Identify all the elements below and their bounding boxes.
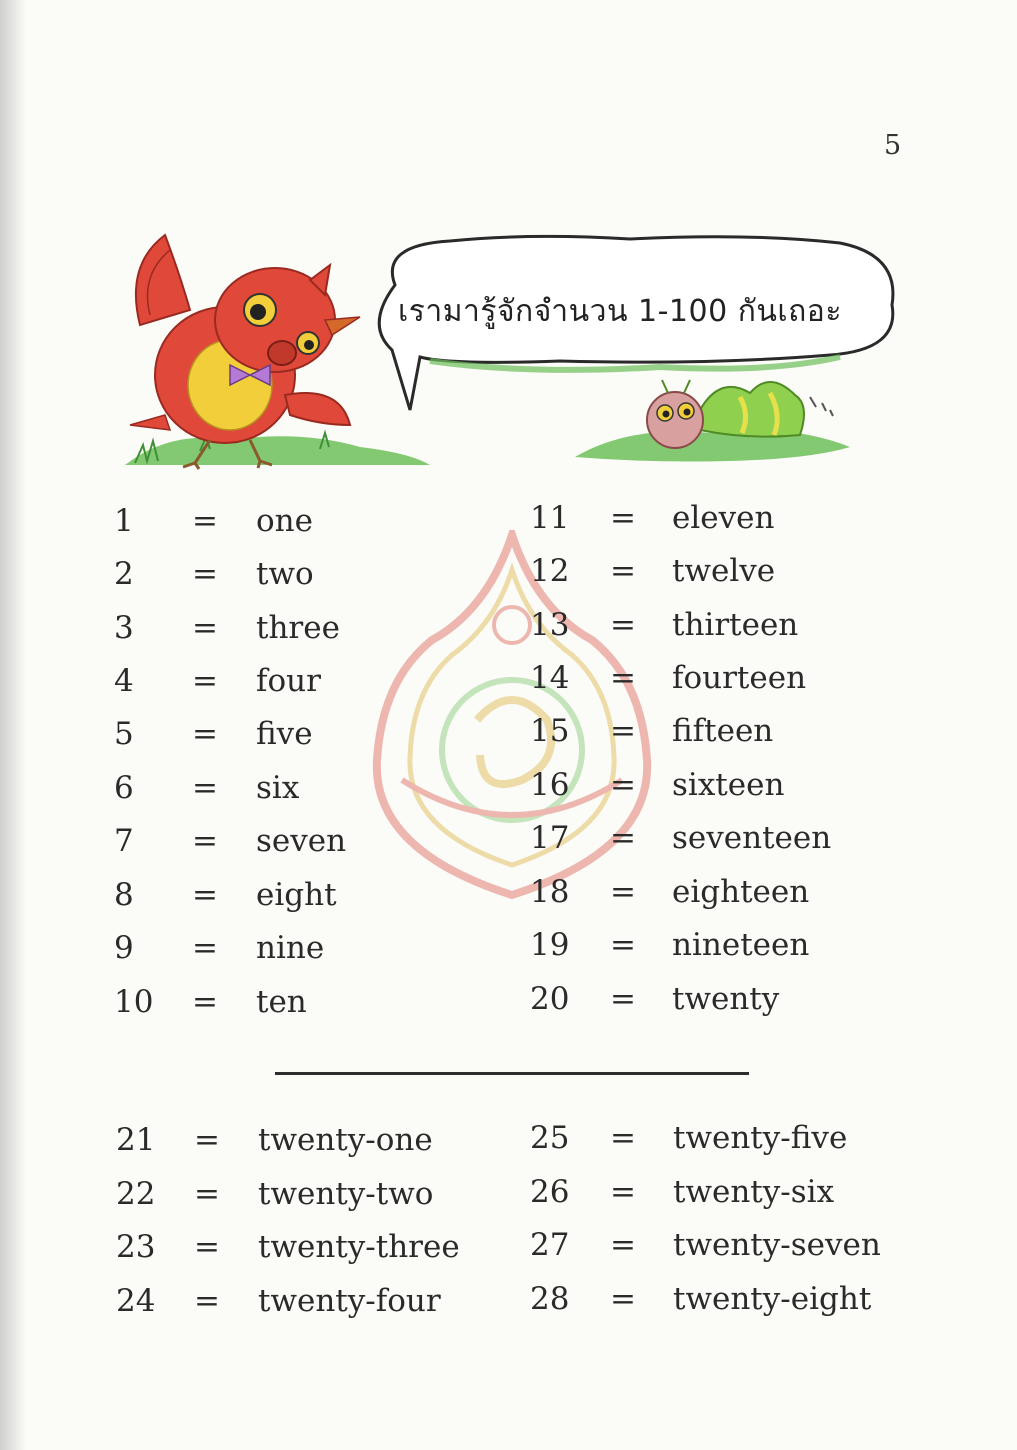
equals-sign: = xyxy=(194,1283,220,1319)
header-illustration xyxy=(110,225,910,485)
number-digit: 23 xyxy=(116,1229,156,1265)
number-word: twenty-six xyxy=(673,1174,835,1210)
number-digit: 26 xyxy=(530,1174,570,1210)
number-word: eighteen xyxy=(672,874,810,910)
equals-sign: = xyxy=(610,767,636,803)
equals-sign: = xyxy=(610,553,636,589)
equals-sign: = xyxy=(610,713,636,749)
number-digit: 25 xyxy=(530,1120,570,1156)
number-digit: 10 xyxy=(114,984,154,1020)
equals-sign: = xyxy=(194,1229,220,1265)
equals-sign: = xyxy=(192,877,218,913)
number-digit: 9 xyxy=(114,930,134,966)
number-word: twenty xyxy=(672,981,780,1017)
equals-sign: = xyxy=(610,1120,636,1156)
number-digit: 2 xyxy=(114,556,134,592)
number-digit: 6 xyxy=(114,770,134,806)
number-digit: 7 xyxy=(114,823,134,859)
equals-sign: = xyxy=(610,1174,636,1210)
equals-sign: = xyxy=(610,607,636,643)
number-word: twenty-one xyxy=(258,1122,433,1158)
number-digit: 28 xyxy=(530,1281,570,1317)
equals-sign: = xyxy=(610,660,636,696)
speech-bubble-text: เรามารู้จักจำนวน 1-100 กันเถอะ xyxy=(398,294,842,329)
equals-sign: = xyxy=(610,500,636,536)
equals-sign: = xyxy=(610,927,636,963)
number-digit: 24 xyxy=(116,1283,156,1319)
number-word: twenty-four xyxy=(258,1283,441,1319)
equals-sign: = xyxy=(610,820,636,856)
equals-sign: = xyxy=(610,981,636,1017)
number-digit: 16 xyxy=(530,767,570,803)
number-word: eleven xyxy=(672,500,775,536)
equals-sign: = xyxy=(194,1122,220,1158)
equals-sign: = xyxy=(194,1176,220,1212)
equals-sign: = xyxy=(192,716,218,752)
number-word: sixteen xyxy=(672,767,785,803)
number-digit: 21 xyxy=(116,1122,156,1158)
number-word: ten xyxy=(256,984,307,1020)
number-word: fifteen xyxy=(672,713,774,749)
number-word: six xyxy=(256,770,300,806)
number-digit: 11 xyxy=(530,500,570,536)
equals-sign: = xyxy=(610,874,636,910)
number-word: four xyxy=(256,663,321,699)
number-word: seventeen xyxy=(672,820,832,856)
equals-sign: = xyxy=(192,984,218,1020)
page-shadow-edge xyxy=(0,0,26,1450)
page-number: 5 xyxy=(884,130,902,161)
number-digit: 27 xyxy=(530,1227,570,1263)
equals-sign: = xyxy=(192,610,218,646)
number-word: two xyxy=(256,556,314,592)
number-word: seven xyxy=(256,823,347,859)
number-digit: 12 xyxy=(530,553,570,589)
number-word: twenty-seven xyxy=(673,1227,881,1263)
number-digit: 8 xyxy=(114,877,134,913)
number-digit: 22 xyxy=(116,1176,156,1212)
equals-sign: = xyxy=(192,823,218,859)
equals-sign: = xyxy=(192,663,218,699)
number-digit: 3 xyxy=(114,610,134,646)
number-word: nine xyxy=(256,930,325,966)
equals-sign: = xyxy=(192,930,218,966)
number-digit: 19 xyxy=(530,927,570,963)
equals-sign: = xyxy=(610,1227,636,1263)
number-word: three xyxy=(256,610,340,646)
number-digit: 13 xyxy=(530,607,570,643)
section-divider-line xyxy=(275,1072,749,1075)
number-word: nineteen xyxy=(672,927,810,963)
equals-sign: = xyxy=(192,770,218,806)
equals-sign: = xyxy=(192,503,218,539)
number-word: twelve xyxy=(672,553,776,589)
number-digit: 14 xyxy=(530,660,570,696)
equals-sign: = xyxy=(192,556,218,592)
number-digit: 5 xyxy=(114,716,134,752)
number-word: fourteen xyxy=(672,660,807,696)
number-word: twenty-two xyxy=(258,1176,434,1212)
number-word: twenty-eight xyxy=(673,1281,872,1317)
number-word: twenty-five xyxy=(673,1120,848,1156)
number-digit: 15 xyxy=(530,713,570,749)
number-digit: 17 xyxy=(530,820,570,856)
grass-left-icon xyxy=(125,433,430,465)
number-word: twenty-three xyxy=(258,1229,460,1265)
number-digit: 1 xyxy=(114,503,134,539)
number-digit: 18 xyxy=(530,874,570,910)
number-word: eight xyxy=(256,877,337,913)
grass-right-icon xyxy=(575,430,850,461)
number-digit: 20 xyxy=(530,981,570,1017)
number-digit: 4 xyxy=(114,663,134,699)
number-word: thirteen xyxy=(672,607,799,643)
number-word: five xyxy=(256,716,313,752)
equals-sign: = xyxy=(610,1281,636,1317)
number-word: one xyxy=(256,503,313,539)
